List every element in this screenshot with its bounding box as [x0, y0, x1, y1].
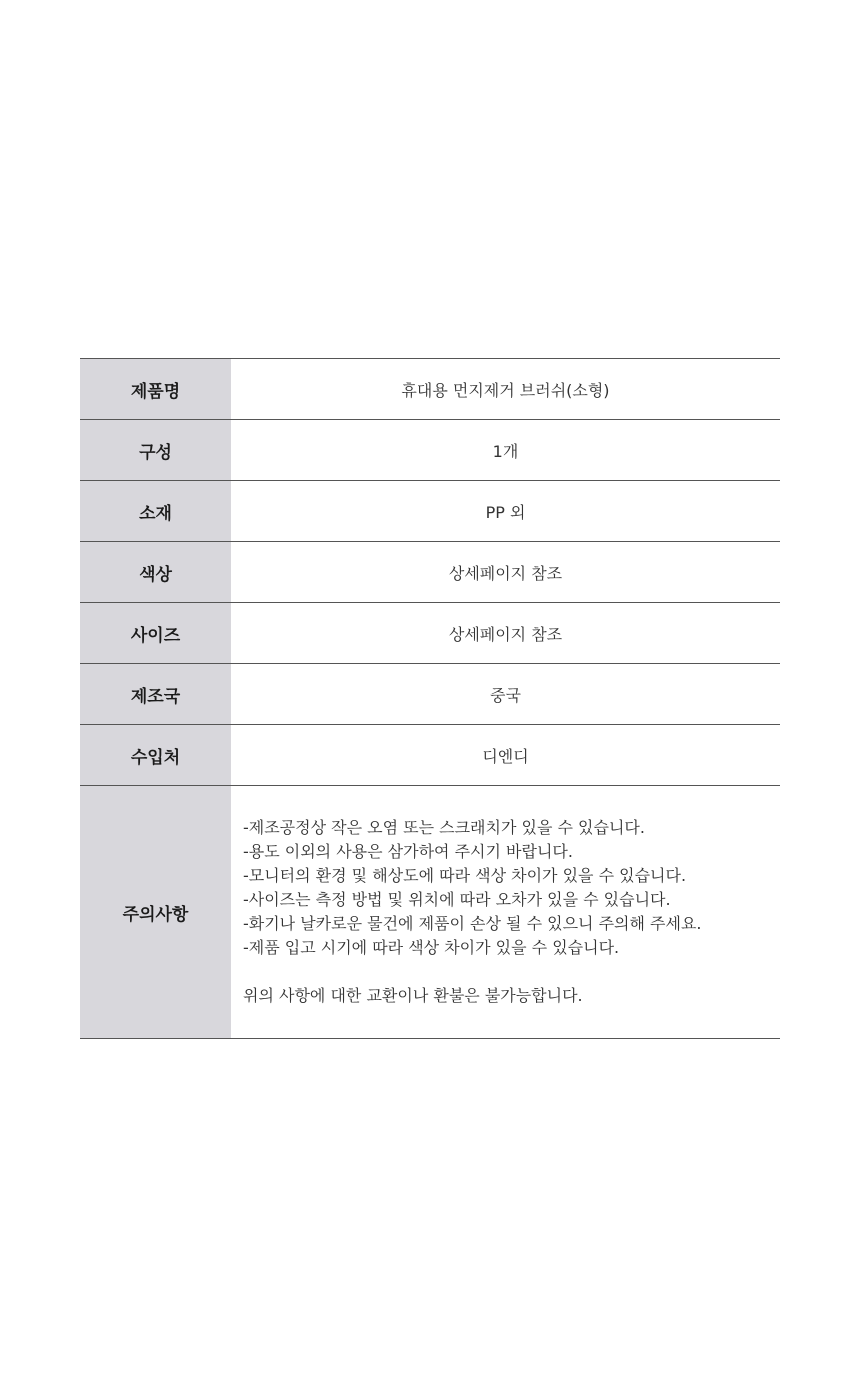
precautions-cell [231, 786, 780, 1039]
precaution-item: -용도 이외의 사용은 삼가하여 주시기 바랍니다. [243, 842, 573, 861]
no-refund-notice: 위의 사항에 대한 교환이나 환불은 불가능합니다. [243, 986, 583, 1005]
spec-row-country-of-manufacture [80, 664, 780, 725]
precaution-item: -제품 입고 시기에 따라 색상 차이가 있을 수 있습니다. [243, 938, 620, 957]
precaution-item: -화기나 날카로운 물건에 제품이 손상 될 수 있으니 주의해 주세요. [243, 914, 702, 933]
spec-row-composition [80, 420, 780, 481]
spec-label: 소재 [80, 481, 231, 542]
spec-row-size [80, 603, 780, 664]
spec-label: 주의사항 [80, 786, 231, 1039]
spec-value: 중국 [231, 664, 780, 725]
spec-row-material [80, 481, 780, 542]
precaution-item: -제조공정상 작은 오염 또는 스크래치가 있을 수 있습니다. [243, 818, 645, 837]
spec-label: 색상 [80, 542, 231, 603]
spec-label: 제조국 [80, 664, 231, 725]
spec-value: 디엔디 [231, 725, 780, 786]
spec-value: 1개 [231, 420, 780, 481]
precautions-list [243, 816, 780, 960]
spec-label: 수입처 [80, 725, 231, 786]
spec-row-importer [80, 725, 780, 786]
spec-label: 제품명 [80, 359, 231, 420]
spec-value: PP 외 [231, 481, 780, 542]
spec-value: 휴대용 먼지제거 브러쉬(소형) [231, 359, 780, 420]
spec-label: 구성 [80, 420, 231, 481]
precaution-item: -사이즈는 측정 방법 및 위치에 따라 오차가 있을 수 있습니다. [243, 890, 671, 909]
product-spec-table [80, 358, 780, 1039]
spec-value: 상세페이지 참조 [231, 603, 780, 664]
spec-label: 사이즈 [80, 603, 231, 664]
spec-row-precautions [80, 786, 780, 1039]
precaution-item: -모니터의 환경 및 해상도에 따라 색상 차이가 있을 수 있습니다. [243, 866, 687, 885]
spec-row-color [80, 542, 780, 603]
spec-value: 상세페이지 참조 [231, 542, 780, 603]
spec-row-product-name [80, 359, 780, 420]
